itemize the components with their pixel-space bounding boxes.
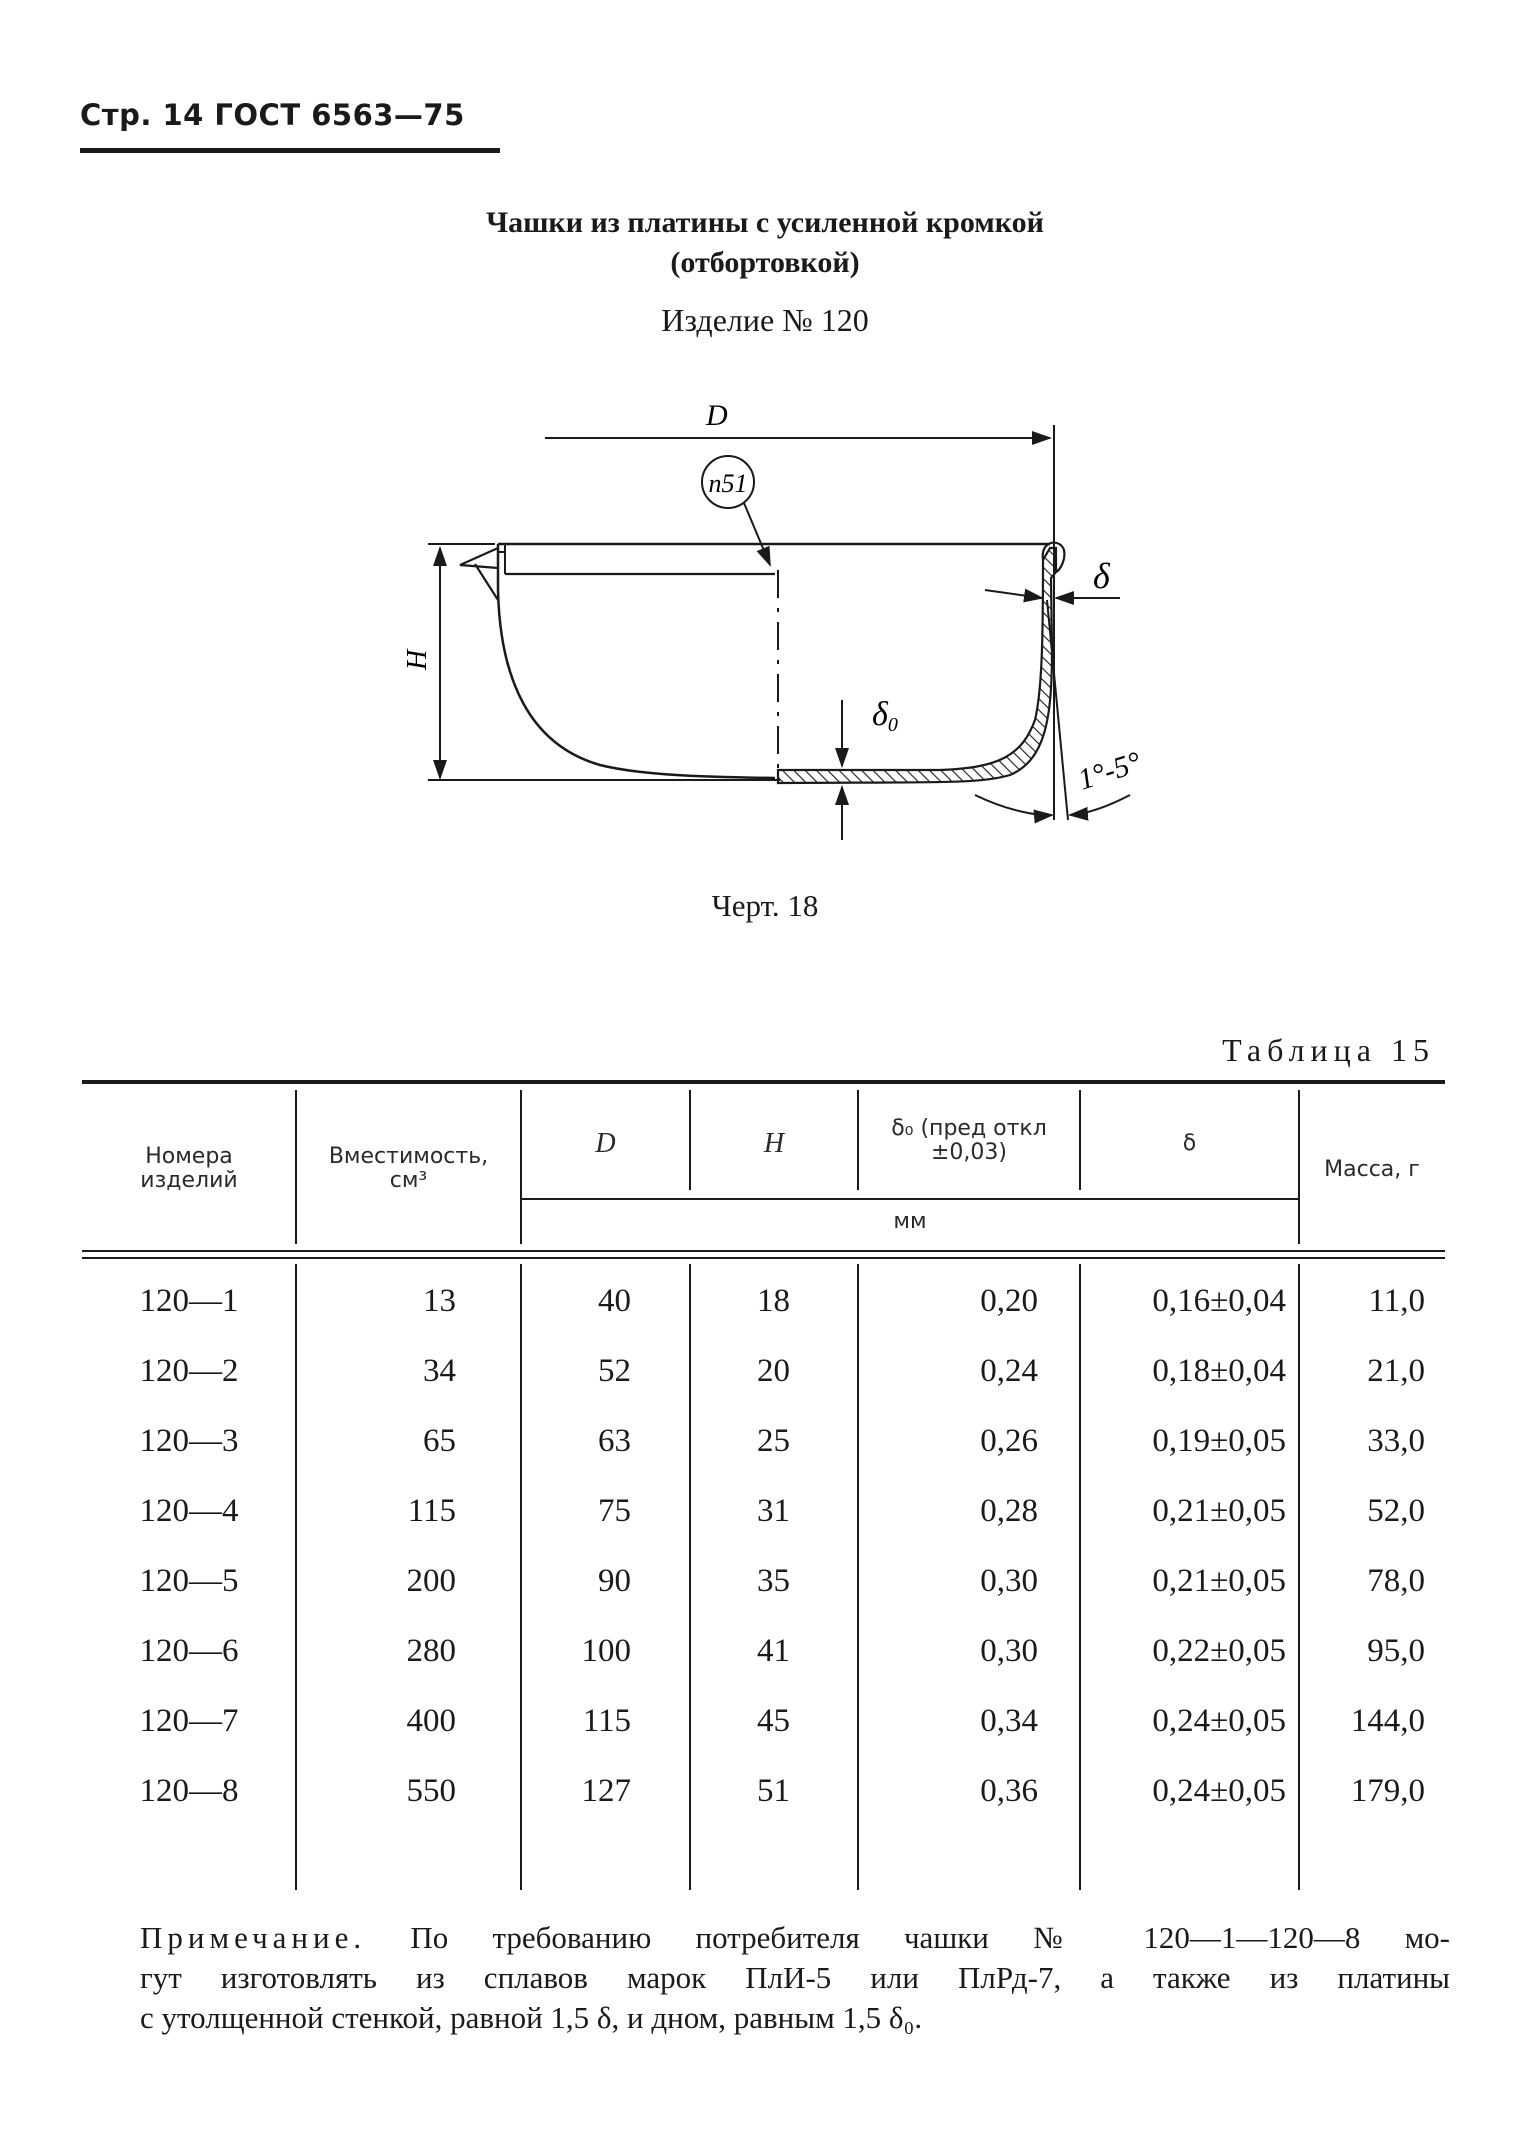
- cell-delta0: 0,30: [980, 1563, 1038, 1599]
- angle-label: 1°-5°: [1073, 745, 1146, 797]
- cell-mass: 52,0: [1367, 1493, 1425, 1529]
- cell-h: 31: [757, 1493, 790, 1529]
- note-line-1: Примечание. По требованию потребителя чашки № 120—1—120—8 мо-: [140, 1920, 1451, 1955]
- cell-h: 18: [757, 1283, 790, 1319]
- cell-h: 35: [757, 1563, 790, 1599]
- cell-delta: 0,24±0,05: [1152, 1773, 1286, 1809]
- cell-d: 40: [598, 1283, 631, 1319]
- document-title-line2: (отбортовкой): [670, 246, 860, 279]
- cell-number: 120—1: [139, 1283, 239, 1319]
- page-header: Стр. 14 ГОСТ 6563—75: [80, 98, 465, 132]
- cell-capacity: 115: [407, 1493, 456, 1529]
- header-d: D: [595, 1128, 616, 1159]
- cell-delta: 0,16±0,04: [1152, 1283, 1286, 1319]
- cell-number: 120—5: [139, 1563, 239, 1599]
- cell-delta0: 0,28: [980, 1493, 1038, 1529]
- cell-h: 20: [757, 1353, 790, 1389]
- cell-d: 127: [581, 1773, 631, 1809]
- marker-label: п51: [708, 469, 748, 498]
- cell-h: 45: [757, 1703, 790, 1739]
- cell-mass: 21,0: [1367, 1353, 1425, 1389]
- cell-mass: 33,0: [1367, 1423, 1425, 1459]
- table-label: Таблица 15: [1222, 1032, 1435, 1068]
- dim-delta0-label: δ0: [872, 696, 898, 736]
- figure-caption: Черт. 18: [711, 888, 819, 923]
- note-lead: Примечание.: [140, 1920, 367, 1955]
- cell-mass: 11,0: [1368, 1283, 1425, 1319]
- note-line-2: гут изготовлять из сплавов марок ПлИ-5 или ПлРд-7, а также из платины: [140, 1960, 1450, 1995]
- cell-delta: 0,24±0,05: [1152, 1703, 1286, 1739]
- header-delta: δ: [1182, 1131, 1197, 1156]
- cell-capacity: 34: [423, 1353, 456, 1389]
- cell-h: 25: [757, 1423, 790, 1459]
- header-capacity: Вместимость, см³: [328, 1144, 489, 1193]
- cell-delta: 0,21±0,05: [1152, 1563, 1286, 1599]
- document-title-line1: Чашки из платины с усиленной кромкой: [486, 206, 1044, 239]
- cell-number: 120—8: [139, 1773, 239, 1809]
- product-subtitle: Изделие № 120: [661, 302, 869, 338]
- cell-delta0: 0,24: [980, 1353, 1038, 1389]
- cell-d: 100: [581, 1633, 631, 1669]
- header-number: Номера изделий: [140, 1144, 238, 1193]
- header-h: H: [763, 1128, 785, 1159]
- dim-delta-label: δ: [1093, 556, 1110, 596]
- cell-capacity: 13: [423, 1283, 456, 1319]
- cell-capacity: 400: [406, 1703, 456, 1739]
- cell-number: 120—2: [139, 1353, 239, 1389]
- cell-d: 75: [598, 1493, 631, 1529]
- cell-delta: 0,19±0,05: [1152, 1423, 1286, 1459]
- cell-h: 51: [757, 1773, 790, 1809]
- cell-d: 52: [598, 1353, 631, 1389]
- cell-mass: 95,0: [1367, 1633, 1425, 1669]
- footnote: [140, 1918, 1450, 2038]
- cell-delta0: 0,30: [980, 1633, 1038, 1669]
- cell-number: 120—4: [139, 1493, 239, 1529]
- header-unit: мм: [893, 1209, 927, 1234]
- cell-delta0: 0,26: [980, 1423, 1038, 1459]
- header-mass: Масса, г: [1324, 1157, 1420, 1182]
- cell-h: 41: [757, 1633, 790, 1669]
- note-line-3: с утолщенной стенкой, равной 1,5 δ, и дном, равным 1,5 δ₀.: [140, 2000, 923, 2035]
- cell-delta: 0,18±0,04: [1152, 1353, 1286, 1389]
- dim-h-label: H: [402, 649, 433, 670]
- cell-number: 120—7: [139, 1703, 239, 1739]
- cell-d: 63: [598, 1423, 631, 1459]
- cell-d: 90: [598, 1563, 631, 1599]
- cell-capacity: 550: [406, 1773, 456, 1809]
- dim-d-label: D: [706, 399, 728, 432]
- cell-delta: 0,22±0,05: [1152, 1633, 1286, 1669]
- cell-number: 120—3: [139, 1423, 239, 1459]
- cell-delta0: 0,36: [980, 1773, 1038, 1809]
- cell-delta0: 0,34: [980, 1703, 1038, 1739]
- cell-mass: 144,0: [1350, 1703, 1425, 1739]
- cell-delta0: 0,20: [980, 1283, 1038, 1319]
- cell-capacity: 200: [406, 1563, 456, 1599]
- cell-capacity: 65: [423, 1423, 456, 1459]
- cell-mass: 179,0: [1350, 1773, 1425, 1809]
- cell-delta: 0,21±0,05: [1152, 1493, 1286, 1529]
- cell-capacity: 280: [406, 1633, 456, 1669]
- cell-number: 120—6: [139, 1633, 239, 1669]
- cell-d: 115: [582, 1703, 631, 1739]
- header-delta0: δ₀ (пред откл ±0,03): [891, 1116, 1047, 1165]
- cell-mass: 78,0: [1367, 1563, 1425, 1599]
